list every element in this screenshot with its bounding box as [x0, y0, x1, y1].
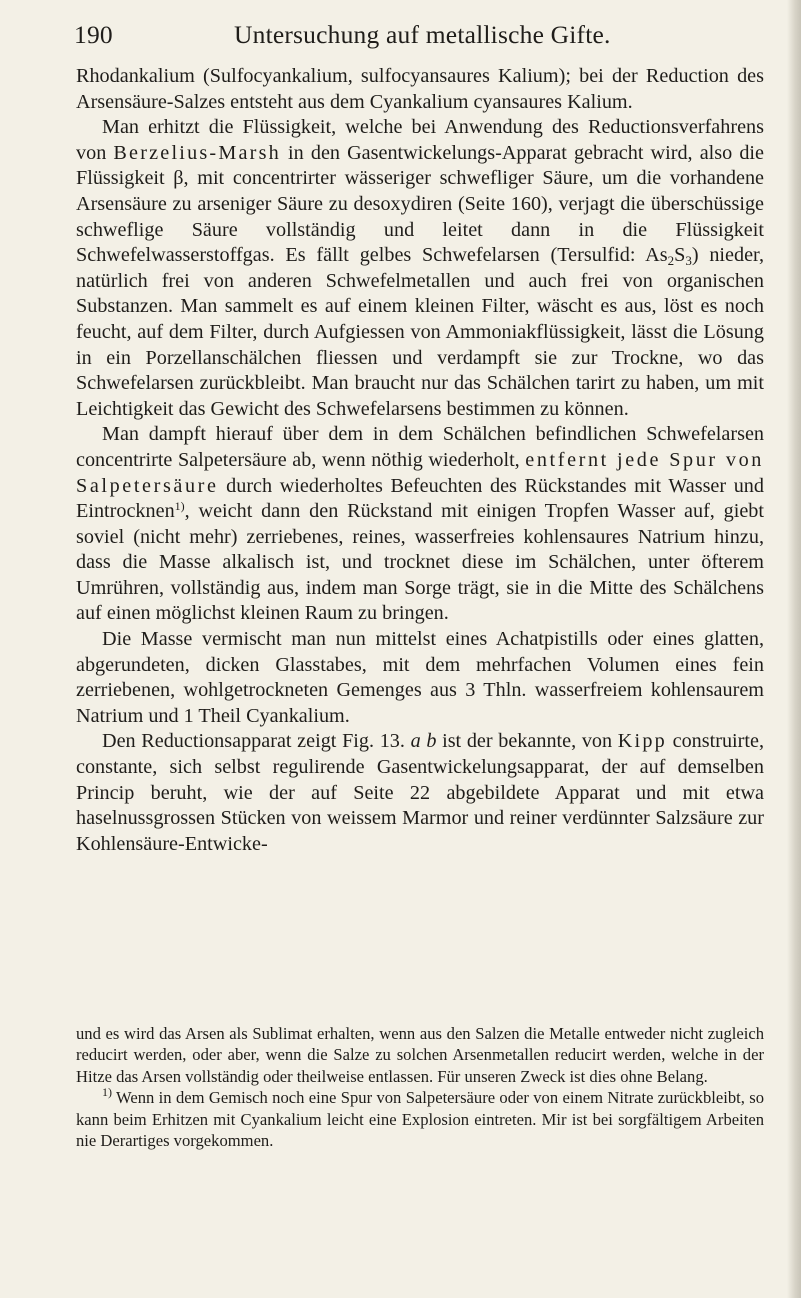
- paragraph-4: Die Masse vermischt man nun mittelst eines Achatpistills oder eines glatten, abgerundeten, dicken Glasstabes, mit dem mehrfachen Volumen eines fein zerriebenen, wohlgetrockneten Gemenges aus 3 Thln. wasserfreiem kohlensaurem Natrium und 1 Theil Cyankalium.: [76, 628, 764, 727]
- paragraph-3-text-b: durch wiederholtes Befeuchten des Rückstandes mit Wasser und Eintrocknen: [76, 474, 764, 523]
- footnote-continuation: und es wird das Arsen als Sublimat erhalten, wenn aus den Salzen die Metalle entweder nicht zugleich reducirt werden, oder aber, wenn die Salze zu solchen Arsenmetallen reducirt werden, welche in der Hitze das Arsen vollständig oder theilweise entlassen. Für unseren Zweck ist dies ohne Belang.: [76, 1024, 764, 1086]
- subscript-3: 3: [685, 253, 692, 269]
- footnote-1-marker: 1): [102, 1085, 112, 1100]
- subscript-2: 2: [667, 253, 675, 269]
- page-number: 190: [74, 20, 113, 49]
- paragraph-1: Rhodankalium (Sulfocyankalium, sulfocyansaures Kalium); bei der Reduction des Arsensäure-Salzes entsteht aus dem Cyankalium cyansaures Kalium.: [76, 65, 764, 113]
- formula-s: S: [674, 244, 686, 267]
- running-title: Untersuchung auf metallische Gifte.: [234, 20, 611, 49]
- footnote-ref-1: 1): [174, 499, 185, 514]
- figure-label-ab: a b: [410, 730, 437, 753]
- paragraph-3: [76, 422, 764, 627]
- paragraph-2: [76, 115, 764, 422]
- paragraph-5-text-b: ist der bekannte, von: [436, 730, 618, 753]
- paragraph-2-text-b: in den Gasentwickelungs-Apparat gebracht wird, also die Flüssigkeit β, mit concentrirter wässeriger schwefliger Säure, um die vorhandene Arsensäure zu arseniger Säure zu desoxydiren (Seite 160), verjagt die überschüssige schweflige Säure vollständig und leitet dann in die Flüssigkeit Schwefelwasserstoffgas. Es fällt gelbes Schwefelarsen (Tersulfid: As: [76, 141, 764, 267]
- footnotes: [76, 1023, 764, 1151]
- main-text: [76, 64, 764, 857]
- paragraph-2-text-a: Man erhitzt die Flüssigkeit, welche bei Anwendung des Reductionsverfahrens von: [76, 116, 764, 164]
- author-name-berzelius-marsh: Berzelius-Marsh: [113, 141, 281, 164]
- paragraph-3-text-c: , weicht dann den Rückstand mit einigen Tropfen Wasser auf, giebt soviel (nicht mehr) zerriebenes, reines, wasserfreies kohlensaures Natrium hinzu, dass die Masse alkalisch ist, und trocknet diese im Schälchen, unter öfterem Umrühren, vollständig aus, indem man Sorge trägt, sie in die Mitte des Schälchens auf einen möglichst kleinen Raum zu bringen.: [76, 500, 764, 625]
- running-header: [74, 20, 764, 54]
- paragraph-2-text-c: ) nieder, natürlich frei von anderen Schwefelmetallen und auch frei von organischen Substanzen. Man sammelt es auf einem kleinen Filter, wäscht es aus, löst es noch feucht, auf dem Filter, durch Aufgiessen von Ammoniakflüssigkeit, lässt die Lösung in ein Porzellanschälchen fliessen und verdampft sie zur Trockne, wo das Schwefelarsen zurückbleibt. Man braucht nur das Schälchen tarirt zu haben, um mit Leichtigkeit das Gewicht des Schwefelarsens bestimmen zu können.: [76, 244, 764, 420]
- footnote-1-text: Wenn in dem Gemisch noch eine Spur von Salpetersäure oder von einem Nitrate zurückbleibt, so kann beim Erhitzen mit Cyankalium leicht eine Explosion eintreten. Mir ist bei sorgfältigem Arbeiten nie Derartiges vorgekommen.: [76, 1088, 764, 1151]
- paragraph-5-text-a: Den Reductionsapparat zeigt Fig. 13.: [102, 730, 411, 753]
- author-name-kipp: Kipp: [617, 730, 667, 753]
- page-gutter-shadow: [787, 0, 801, 1298]
- paragraph-5: [76, 729, 764, 857]
- footnote-1: [76, 1087, 764, 1151]
- emphasis-spaced: entfernt jede Spur von Salpetersäure: [76, 448, 764, 497]
- paragraph-5-text-c: construirte, constante, sich selbst regulirende Gasentwickelungsapparat, der auf demselben Princip beruht, wie der auf Seite 22 abgebildete Apparat und mit etwa haselnussgrossen Stücken von weissem Marmor und reiner verdünnter Salzsäure zur Kohlensäure-Entwicke-: [76, 730, 764, 855]
- paragraph-3-text-a: Man dampft hierauf über dem in dem Schälchen befindlichen Schwefelarsen concentrirte Salpetersäure ab, wenn nöthig wiederholt,: [76, 423, 764, 471]
